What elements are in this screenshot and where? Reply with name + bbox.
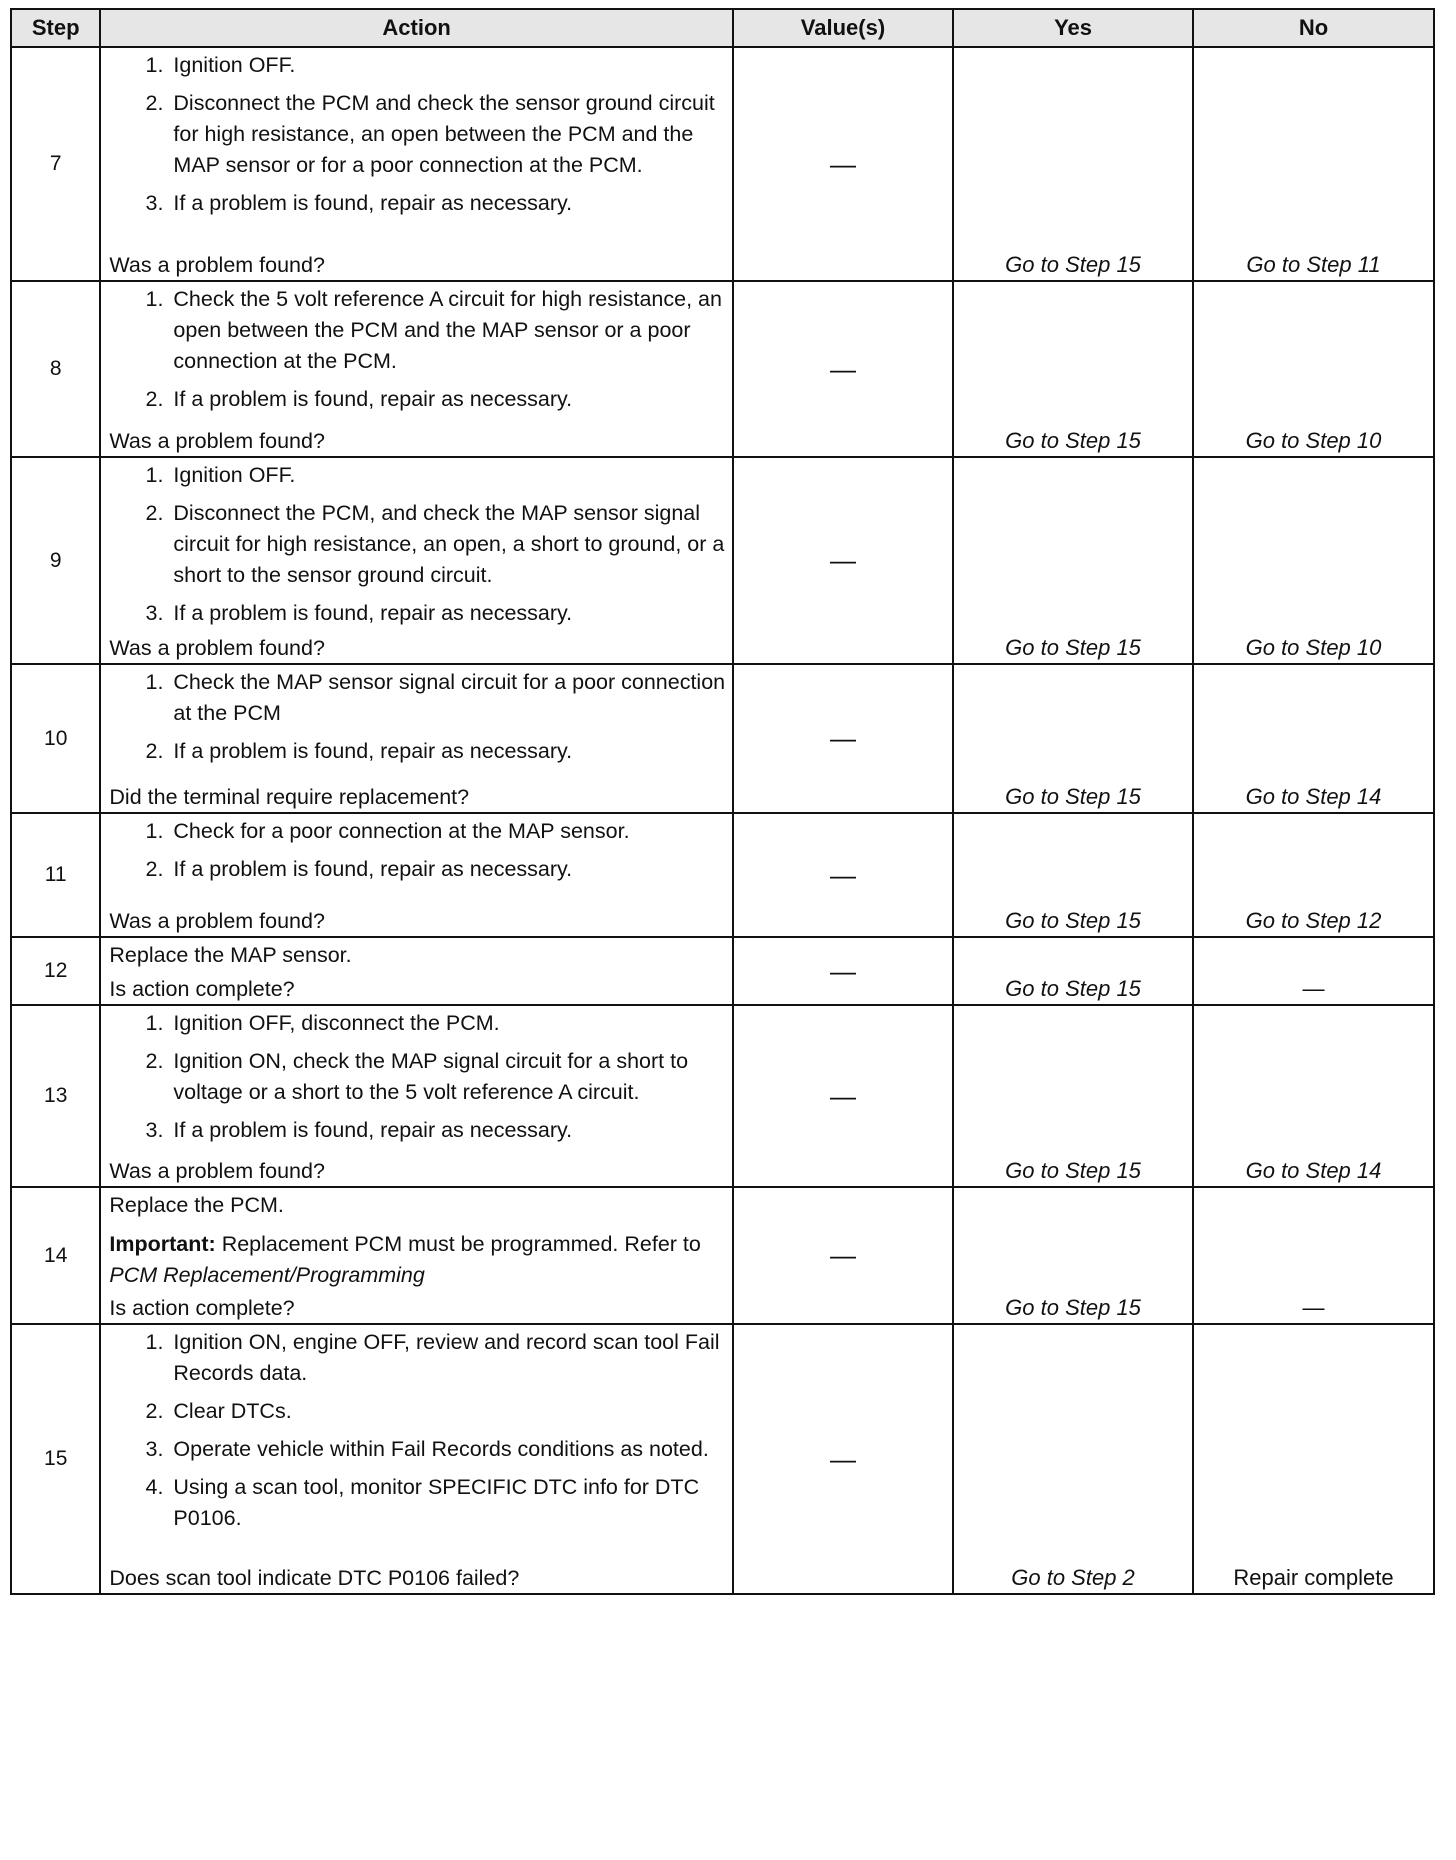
no-cell [1193, 457, 1434, 664]
action-step: 3. If a problem is found, repair as necessary. [169, 598, 725, 629]
header-no: No [1193, 9, 1434, 47]
step-number: 14 [11, 1187, 100, 1324]
action-question: Was a problem found? [109, 1159, 325, 1183]
step-number: 15 [11, 1324, 100, 1594]
action-instruction: Replace the MAP sensor. [109, 943, 352, 967]
action-cell [100, 281, 732, 457]
action-step: 1. Check the 5 volt reference A circuit for high resistance, an open between the PCM and the MAP sensor or a poor connection at the PCM. [169, 284, 725, 377]
step-number: 11 [11, 813, 100, 937]
yes-cell [953, 281, 1193, 457]
value-cell: — [733, 664, 953, 813]
action-step: 2. Disconnect the PCM and check the sensor ground circuit for high resistance, an open between the PCM and the MAP sensor or for a poor connection at the PCM. [169, 88, 725, 181]
action-steps-list [109, 284, 725, 415]
yes-result: Go to Step 15 [1005, 1158, 1141, 1183]
action-step: 3. Operate vehicle within Fail Records conditions as noted. [169, 1434, 725, 1465]
value-cell: — [733, 1324, 953, 1594]
yes-result: Go to Step 15 [1005, 635, 1141, 660]
action-step: 2. If a problem is found, repair as necessary. [169, 384, 725, 415]
action-cell [100, 937, 732, 1005]
no-cell [1193, 1187, 1434, 1324]
action-steps-list [109, 816, 725, 885]
action-cell [100, 664, 732, 813]
yes-result: Go to Step 15 [1005, 976, 1141, 1001]
no-result: Go to Step 14 [1245, 1158, 1382, 1183]
step-number: 9 [11, 457, 100, 664]
yes-cell [953, 457, 1193, 664]
value-cell: — [733, 1187, 953, 1324]
action-cell [100, 813, 732, 937]
table-row [11, 1324, 1434, 1594]
yes-cell [953, 1324, 1193, 1594]
action-question: Was a problem found? [109, 253, 325, 277]
action-step: 2. If a problem is found, repair as necessary. [169, 854, 725, 885]
action-step: 3. If a problem is found, repair as necessary. [169, 188, 725, 219]
no-result: Go to Step 11 [1246, 252, 1381, 277]
yes-cell [953, 1187, 1193, 1324]
value-cell: — [733, 813, 953, 937]
important-reference: PCM Replacement/Programming [109, 1263, 425, 1287]
table-row [11, 1187, 1434, 1324]
table-row [11, 937, 1434, 1005]
no-result: Go to Step 12 [1245, 908, 1382, 933]
yes-cell [953, 664, 1193, 813]
action-cell [100, 47, 732, 281]
yes-result: Go to Step 15 [1005, 252, 1141, 277]
action-step: 1. Ignition ON, engine OFF, review and record scan tool Fail Records data. [169, 1327, 725, 1389]
important-note [109, 1229, 725, 1291]
yes-result: Go to Step 15 [1005, 784, 1141, 809]
value-cell: — [733, 457, 953, 664]
no-cell [1193, 47, 1434, 281]
yes-result: Go to Step 15 [1005, 428, 1141, 453]
action-steps-list [109, 460, 725, 629]
action-steps-list [109, 1327, 725, 1534]
no-cell [1193, 281, 1434, 457]
value-cell: — [733, 281, 953, 457]
action-steps-list [109, 667, 725, 767]
no-result: Go to Step 10 [1245, 428, 1382, 453]
action-question: Did the terminal require replacement? [109, 785, 470, 809]
action-step: 2. Ignition ON, check the MAP signal circuit for a short to voltage or a short to the 5 volt reference A circuit. [169, 1046, 725, 1108]
action-step: 1. Ignition OFF, disconnect the PCM. [169, 1008, 725, 1039]
no-cell [1193, 1005, 1434, 1187]
no-result: — [1302, 1295, 1325, 1320]
action-question: Does scan tool indicate DTC P0106 failed? [109, 1566, 520, 1590]
table-row [11, 1005, 1434, 1187]
yes-result: Go to Step 2 [1011, 1565, 1135, 1590]
action-step: 3. If a problem is found, repair as necessary. [169, 1115, 725, 1146]
yes-cell [953, 937, 1193, 1005]
no-cell [1193, 937, 1434, 1005]
diagnostic-table-sheet [10, 8, 1435, 1595]
no-result: — [1302, 976, 1325, 1001]
no-cell [1193, 664, 1434, 813]
action-question: Was a problem found? [109, 636, 325, 660]
action-question: Was a problem found? [109, 909, 325, 933]
step-number: 12 [11, 937, 100, 1005]
action-question: Is action complete? [109, 977, 295, 1001]
table-row [11, 47, 1434, 281]
yes-cell [953, 813, 1193, 937]
action-steps-list [109, 50, 725, 219]
table-row [11, 813, 1434, 937]
action-instruction: Replace the PCM. [109, 1193, 284, 1217]
step-number: 7 [11, 47, 100, 281]
header-values: Value(s) [733, 9, 953, 47]
action-question: Is action complete? [109, 1296, 295, 1320]
no-result: Go to Step 10 [1245, 635, 1382, 660]
important-label: Important: [109, 1232, 216, 1256]
table-row [11, 664, 1434, 813]
header-yes: Yes [953, 9, 1193, 47]
header-action: Action [100, 9, 732, 47]
value-cell: — [733, 937, 953, 1005]
value-cell: — [733, 47, 953, 281]
action-step: 1. Ignition OFF. [169, 460, 725, 491]
action-steps-list [109, 1008, 725, 1146]
no-cell [1193, 1324, 1434, 1594]
yes-result: Go to Step 15 [1005, 908, 1141, 933]
action-step: 2. If a problem is found, repair as necessary. [169, 736, 725, 767]
header-row [11, 9, 1434, 47]
no-cell [1193, 813, 1434, 937]
diagnostic-table [10, 8, 1435, 1595]
yes-result: Go to Step 15 [1005, 1295, 1141, 1320]
action-step: 1. Check the MAP sensor signal circuit for a poor connection at the PCM [169, 667, 725, 729]
action-step: 2. Disconnect the PCM, and check the MAP sensor signal circuit for high resistance, an open, a short to ground, or a short to the sensor ground circuit. [169, 498, 725, 591]
action-cell [100, 1187, 732, 1324]
step-number: 8 [11, 281, 100, 457]
yes-cell [953, 47, 1193, 281]
yes-cell [953, 1005, 1193, 1187]
header-step: Step [11, 9, 100, 47]
important-text: Replacement PCM must be programmed. Refer to [221, 1232, 701, 1256]
action-step: 2. Clear DTCs. [169, 1396, 725, 1427]
action-question: Was a problem found? [109, 429, 325, 453]
table-row [11, 457, 1434, 664]
step-number: 13 [11, 1005, 100, 1187]
no-result: Go to Step 14 [1245, 784, 1382, 809]
action-cell [100, 457, 732, 664]
value-cell: — [733, 1005, 953, 1187]
action-cell [100, 1324, 732, 1594]
table-row [11, 281, 1434, 457]
action-cell [100, 1005, 732, 1187]
action-step: 1. Ignition OFF. [169, 50, 725, 81]
step-number: 10 [11, 664, 100, 813]
no-result: Repair complete [1233, 1565, 1394, 1590]
action-step: 1. Check for a poor connection at the MAP sensor. [169, 816, 725, 847]
action-step: 4. Using a scan tool, monitor SPECIFIC DTC info for DTC P0106. [169, 1472, 725, 1534]
